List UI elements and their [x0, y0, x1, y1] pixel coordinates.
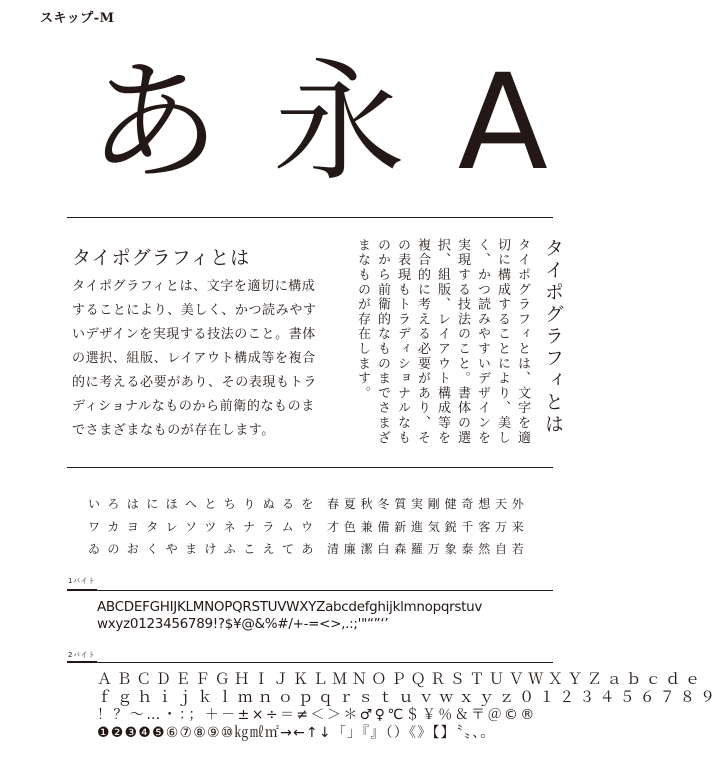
- divider-top: [67, 217, 553, 218]
- two-byte-label: 2バイト: [68, 651, 96, 659]
- kanji-line: 才色兼備新進気鋭千客万来: [327, 520, 529, 534]
- two-byte-line: ＡＢＣＤＥＦＧＨＩＪＫＬＭＮＯＰＱＲＳＴＵＶＷＸＹＺａｂｃｄｅ: [97, 670, 705, 688]
- two-byte-line: ！？～…・：；＋－±×÷＝≠＜＞＊♂♀℃＄￥％＆〒＠©®: [97, 707, 537, 723]
- one-byte-label: 1バイト: [68, 577, 96, 585]
- two-byte-tick: [67, 661, 97, 663]
- kanji-line: 春夏秋冬質実剛健奇想天外: [327, 497, 529, 511]
- kana-line: ワカヨタレソツネナラムウ: [88, 520, 321, 534]
- specimen-glyphs: [88, 38, 548, 208]
- two-byte-line: ｆｇｈｉｊｋｌｍｎｏｐｑｒｓｔｕｖｗｘｙｚ０１２３４５６７８９: [97, 688, 720, 706]
- one-byte-line: ABCDEFGHIJKLMNOPQRSTUVWXYZabcdefghijklmnopqrstuv: [97, 599, 483, 615]
- font-name: スキップ-M: [40, 11, 115, 26]
- vertical-title: タイポグラフィとは: [542, 238, 564, 436]
- two-byte-rule: [67, 662, 553, 663]
- one-byte-rule: [67, 590, 553, 591]
- horizontal-body: タイポグラフィとは、文字を適切に構成することにより、美しく、かつ読みやすいデザインを実現する技法のこと。書体の選択、組版、レイアウト構成等を複合的に考える必要があり、その表現もトラディショナルなものから前衛的なものまでさまざまなものが存在します。: [72, 279, 317, 438]
- divider-middle: [67, 467, 553, 468]
- specimen-kanji: 永: [272, 46, 405, 200]
- two-byte-line: ❶❷❸❹❺⑥⑦⑧⑨⑩㎏㎖㎡→←↑↓「」『』（）《》【】〝〟、。: [97, 725, 496, 741]
- kanji-line: 清廉潔白森羅万象泰然自若: [327, 542, 529, 556]
- vertical-body: タイポグラフィとは、文字を適切に構成することにより、美しく、かつ読みやすいデザインを実現する技法のこと。書体の選択、組版、レイアウト構成等を複合的に考える必要があり、その表現もトラディショナルなものから前衛的なものまでさまざまなものが存在します。: [355, 238, 530, 446]
- kana-line: ゐのおくやまけふこえてあ: [88, 542, 321, 556]
- one-byte-line: wxyz0123456789!?$¥@&%#/+-=<>,.:;'"“”‘’: [97, 616, 389, 632]
- horizontal-title: タイポグラフィとは: [72, 247, 251, 269]
- specimen-latin: A: [457, 46, 548, 200]
- specimen-hiragana: あ: [88, 46, 220, 200]
- one-byte-tick: [67, 589, 97, 591]
- kana-line: いろはにほへとちりぬるを: [88, 497, 321, 511]
